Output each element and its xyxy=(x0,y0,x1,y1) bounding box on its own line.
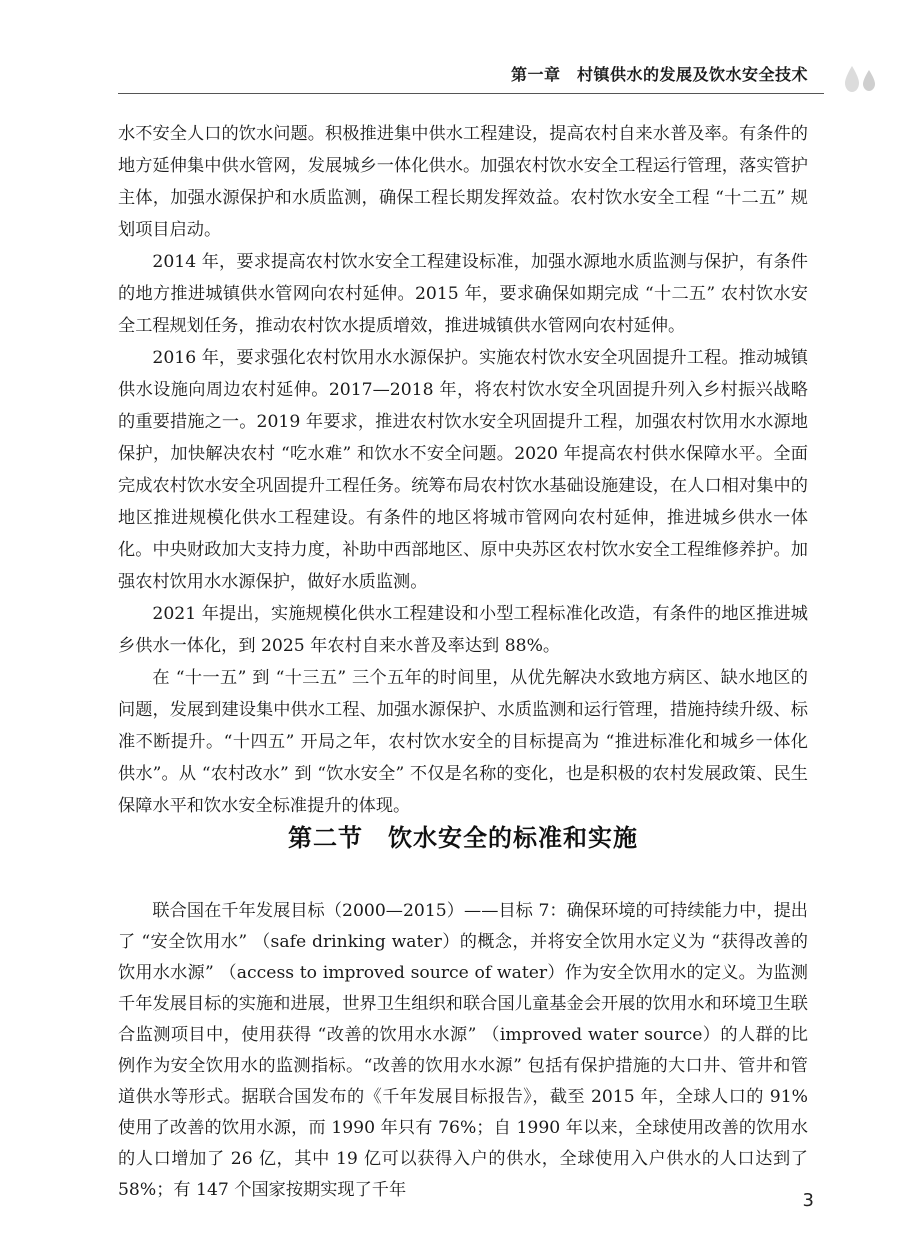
section-body-text xyxy=(118,896,808,1206)
page-header xyxy=(0,0,900,100)
paragraph: 2021 年提出，实施规模化供水工程建设和小型工程标准化改造，有条件的地区推进城乡供水一体化，到 2025 年农村自来水普及率达到 88%。 xyxy=(118,604,808,656)
chapter-title: 第一章 村镇供水的发展及饮水安全技术 xyxy=(510,65,808,84)
paragraph: 在 “十一五” 到 “十三五” 三个五年的时间里，从优先解决水致地方病区、缺水地区的问题，发展到建设集中供水工程、加强水源保护、水质监测和运行管理，措施持续升级、标准不断提升。“十四五” 开局之年，农村饮水安全的目标提高为 “推进标准化和城乡一体化供水”。从 “农村改水” 到 “饮水安全” 不仅是名称的变化，也是积极的农村发展政策、民生保障水平和饮水安全标准提升的体现。 xyxy=(118,668,808,816)
paragraph: 联合国在千年发展目标（2000—2015）——目标 7：确保环境的可持续能力中，提出了 “安全饮用水” （safe drinking water）的概念，并将安全饮用水定义为 “获得改善的饮用水水源” （access to improved source of water）作为安全饮用水的定义。为监测千年发展目标的实施和进展，世界卫生组织和联合国儿童基金会开展的饮用水和环境卫生联合监测项目中，使用获得 “改善的饮用水水源” （improved water source）的人群的比例作为安全饮用水的监测指标。“改善的饮用水水源” 包括有保护措施的大口井、管井和管道供水等形式。据联合国发布的《千年发展目标报告》，截至 2015 年，全球人口的 91% 使用了改善的饮用水源，而 1990 年只有 76%；自 1990 年以来，全球使用改善的饮用水的人口增加了 26 亿，其中 19 亿可以获得入户的供水，全球使用入户供水的人口达到了 58%；有 147 个国家按期实现了千年 xyxy=(118,901,808,1200)
paragraph: 2014 年，要求提高农村饮水安全工程建设标准，加强水源地水质监测与保护，有条件的地方推进城镇供水管网向农村延伸。2015 年，要求确保如期完成 “十二五” 农村饮水安全工程规划任务，推动农村饮水提质增效，推进城镇供水管网向农村延伸。 xyxy=(118,252,808,336)
body-text xyxy=(118,118,808,822)
paragraph: 水不安全人口的饮水问题。积极推进集中供水工程建设，提高农村自来水普及率。有条件的地方延伸集中供水管网，发展城乡一体化供水。加强农村饮水安全工程运行管理，落实管护主体，加强水源保护和水质监测，确保工程长期发挥效益。农村饮水安全工程 “十二五” 规划项目启动。 xyxy=(118,124,808,240)
page-number: 3 xyxy=(802,1190,814,1211)
section-title: 第二节 饮水安全的标准和实施 xyxy=(288,824,638,852)
water-drop-icon xyxy=(844,64,878,94)
paragraph: 2016 年，要求强化农村饮用水水源保护。实施农村饮水安全巩固提升工程。推动城镇供水设施向周边农村延伸。2017—2018 年，将农村饮水安全巩固提升列入乡村振兴战略的重要措施之一。2019 年要求，推进农村饮水安全巩固提升工程，加强农村饮用水水源地保护，加快解决农村 “吃水难” 和饮水不安全问题。2020 年提高农村供水保障水平。全面完成农村饮水安全巩固提升工程任务。统筹布局农村饮水基础设施建设，在人口相对集中的地区推进规模化供水工程建设。有条件的地区将城市管网向农村延伸，推进城乡供水一体化。中央财政加大支持力度，补助中西部地区、原中央苏区农村饮水安全工程维修养护。加强农村饮用水水源保护，做好水质监测。 xyxy=(118,348,808,592)
header-rule xyxy=(118,93,824,94)
